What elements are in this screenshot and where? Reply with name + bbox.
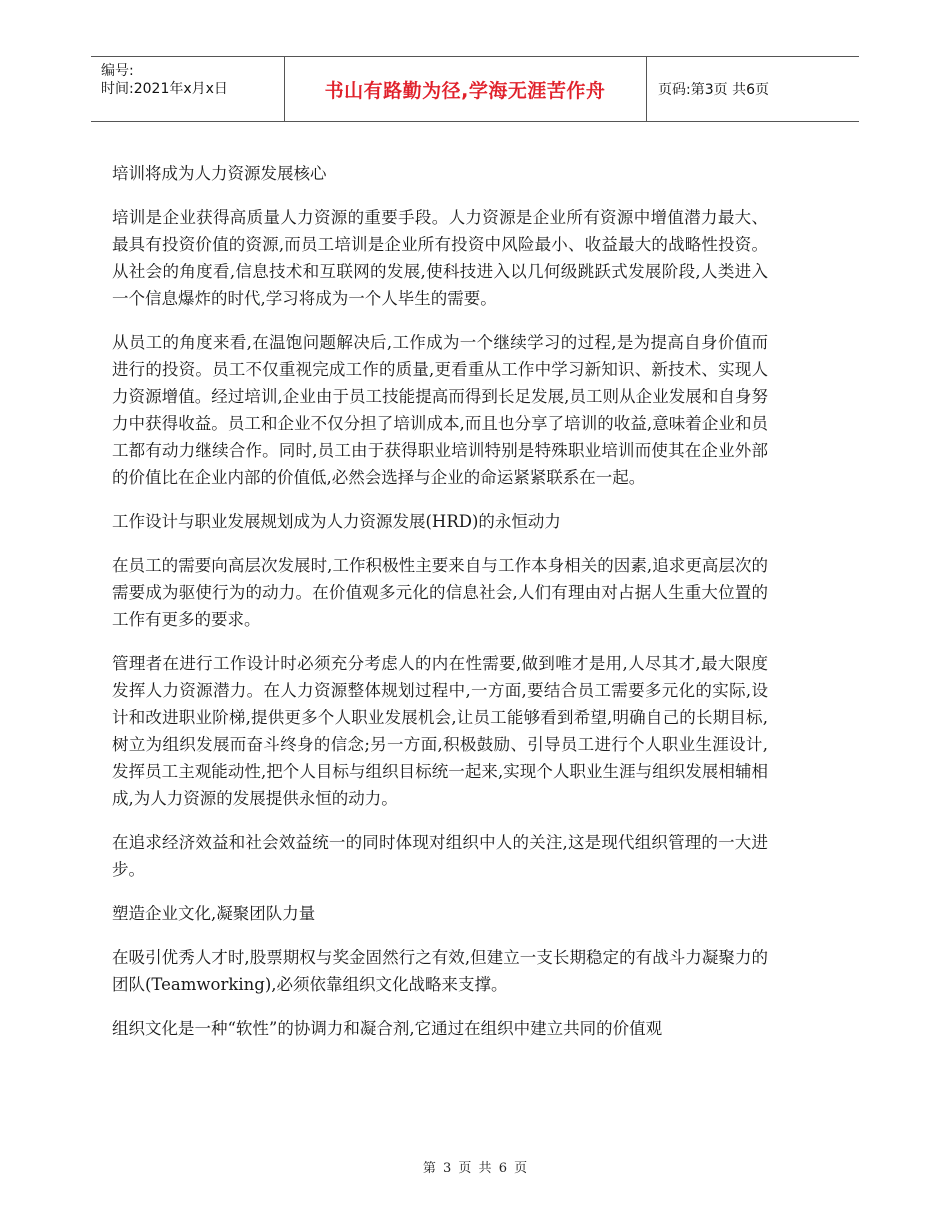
page-footer: 第 3 页 共 6 页 bbox=[422, 1161, 528, 1176]
header-page-number: 页码:第3页 共6页 bbox=[658, 82, 769, 98]
document-body bbox=[112, 160, 768, 1059]
paragraph-employee-perspective: 从员工的角度来看,在温饱问题解决后,工作成为一个继续学习的过程,是为提高自身价值而进行的投资。员工不仅重视完成工作的质量,更看重从工作中学习新知识、新技术、实现人力资源增值。经过培训,企业由于员工技能提高而得到长足发展,员工则从企业发展和自身努力中获得收益。员工和企业不仅分担了培训成本,而且也分享了培训的收益,意味着企业和员工都有动力继续合作。同时,员工由于获得职业培训特别是特殊职业培训而使其在企业外部的价值比在企业内部的价值低,必然会选择与企业的命运紧紧联系在一起。 bbox=[112, 333, 768, 487]
section-heading-training: 培训将成为人力资源发展核心 bbox=[112, 164, 327, 183]
header-meta-cell bbox=[91, 57, 285, 121]
header-motto-cell bbox=[284, 57, 647, 121]
paragraph-modern-management: 在追求经济效益和社会效益统一的同时体现对组织中人的关注,这是现代组织管理的一大进步。 bbox=[112, 833, 768, 879]
document-header bbox=[91, 56, 859, 122]
section-heading-culture: 塑造企业文化,凝聚团队力量 bbox=[112, 904, 316, 923]
paragraph-higher-needs: 在员工的需要向高层次发展时,工作积极性主要来自与工作本身相关的因素,追求更高层次的需要成为驱使行为的动力。在价值观多元化的信息社会,人们有理由对占据人生重大位置的工作有更多的要求。 bbox=[112, 556, 768, 629]
paragraph-manager-design: 管理者在进行工作设计时必须充分考虑人的内在性需要,做到唯才是用,人尽其才,最大限度发挥人力资源潜力。在人力资源整体规划过程中,一方面,要结合员工需要多元化的实际,设计和改进职业阶梯,提供更多个人职业发展机会,让员工能够看到希望,明确自己的长期目标,树立为组织发展而奋斗终身的信念;另一方面,积极鼓励、引导员工进行个人职业生涯设计,发挥员工主观能动性,把个人目标与组织目标统一起来,实现个人职业生涯与组织发展相辅相成,为人力资源的发展提供永恒的动力。 bbox=[112, 654, 768, 808]
section-heading-job-design: 工作设计与职业发展规划成为人力资源发展(HRD)的永恒动力 bbox=[112, 512, 561, 531]
header-page-cell bbox=[646, 57, 859, 121]
paragraph-team-building: 在吸引优秀人才时,股票期权与奖金固然行之有效,但建立一支长期稳定的有战斗力凝聚力的团队(Teamworking),必须依靠组织文化战略来支撑。 bbox=[112, 948, 768, 994]
paragraph-organizational-culture: 组织文化是一种“软性”的协调力和凝合剂,它通过在组织中建立共同的价值观 bbox=[112, 1019, 663, 1038]
serial-number-label: 编号: bbox=[101, 63, 134, 79]
paragraph-training-importance: 培训是企业获得高质量人力资源的重要手段。人力资源是企业所有资源中增值潜力最大、最具有投资价值的资源,而员工培训是企业所有投资中风险最小、收益最大的战略性投资。从社会的角度看,信息技术和互联网的发展,使科技进入以几何级跳跃式发展阶段,人类进入一个信息爆炸的时代,学习将成为一个人毕生的需要。 bbox=[112, 208, 768, 308]
date-label: 时间:2021年x月x日 bbox=[101, 81, 228, 97]
motto-text: 书山有路勤为径,学海无涯苦作舟 bbox=[324, 79, 606, 102]
